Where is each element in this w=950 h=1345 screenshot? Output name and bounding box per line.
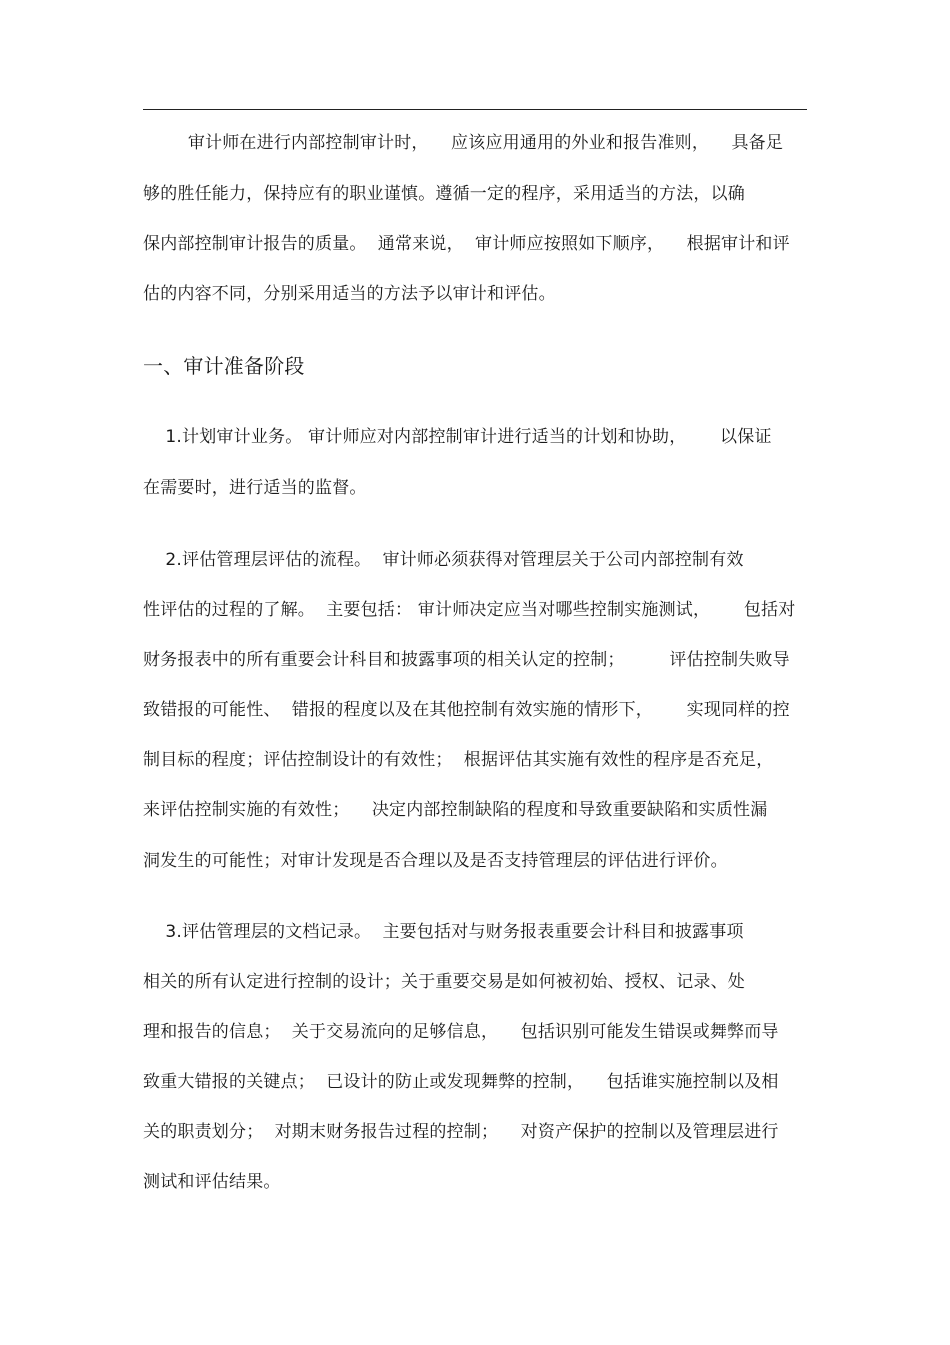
section-heading: 一、审计准备阶段 (143, 354, 305, 378)
item3-line-3: 理和报告的信息； 关于交易流向的足够信息， 包括识别可能发生错误或舞弊而导 (143, 1022, 779, 1042)
item1-line-1: 1.计划审计业务。 审计师应对内部控制审计进行适当的计划和协助， 以保证 (143, 427, 772, 447)
item3-line-2: 相关的所有认定进行控制的设计；关于重要交易是如何被初始、授权、记录、处 (143, 972, 745, 992)
item2-line-2: 性评估的过程的了解。 主要包括： 审计师决定应当对哪些控制实施测试， 包括对 (143, 600, 796, 620)
intro-line-2: 够的胜任能力，保持应有的职业谨慎。遵循一定的程序，采用适当的方法，以确 (143, 184, 745, 204)
item2-line-3: 财务报表中的所有重要会计科目和披露事项的相关认定的控制； 评估控制失败导 (143, 650, 790, 670)
item3-line-5: 关的职责划分； 对期末财务报告过程的控制； 对资产保护的控制以及管理层进行 (143, 1122, 779, 1142)
item1-line-2: 在需要时，进行适当的监督。 (143, 478, 367, 498)
item2-line-5: 制目标的程度；评估控制设计的有效性； 根据评估其实施有效性的程序是否充足， (143, 750, 774, 770)
item2-line-4: 致错报的可能性、 错报的程度以及在其他控制有效实施的情形下， 实现同样的控 (143, 700, 790, 720)
header-rule (143, 109, 807, 110)
intro-line-3: 保内部控制审计报告的质量。 通常来说， 审计师应按照如下顺序， 根据审计和评 (143, 234, 790, 254)
intro-line-1: 审计师在进行内部控制审计时， 应该应用通用的外业和报告准则， 具备足 (143, 133, 784, 153)
item2-line-6: 来评估控制实施的有效性； 决定内部控制缺陷的程度和导致重要缺陷和实质性漏 (143, 800, 768, 820)
item3-line-4: 致重大错报的关键点； 已设计的防止或发现舞弊的控制， 包括谁实施控制以及相 (143, 1072, 779, 1092)
item2-line-7: 洞发生的可能性；对审计发现是否合理以及是否支持管理层的评估进行评价。 (143, 851, 728, 871)
item3-line-6: 测试和评估结果。 (143, 1172, 281, 1192)
intro-line-4: 估的内容不同，分别采用适当的方法予以审计和评估。 (143, 284, 556, 304)
item2-line-1: 2.评估管理层评估的流程。 审计师必须获得对管理层关于公司内部控制有效 (143, 550, 744, 570)
item3-line-1: 3.评估管理层的文档记录。 主要包括对与财务报表重要会计科目和披露事项 (143, 922, 744, 942)
